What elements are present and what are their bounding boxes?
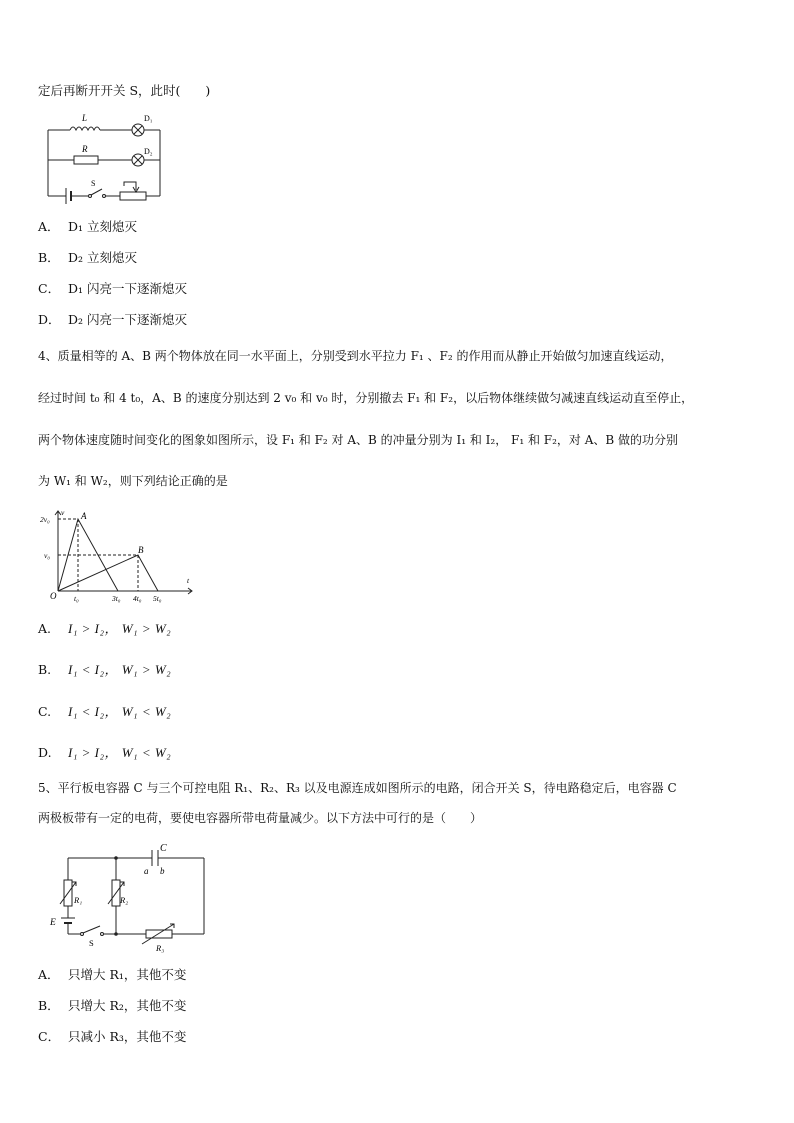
label-R3: R₃ xyxy=(156,943,165,953)
x-tick-t0: t₀ xyxy=(74,594,79,603)
label-D2: D₂ xyxy=(144,147,153,156)
label-R: R xyxy=(82,144,88,154)
q3-option-a: A． D₁ 立刻熄灭 xyxy=(38,219,138,234)
label-D1: D₁ xyxy=(144,114,153,123)
junction-top xyxy=(114,856,118,860)
q5-capacitor-circuit-diagram xyxy=(44,840,214,958)
q4-stem-line1: 4、质量相等的 A、B 两个物体放在同一水平面上，分别受到水平拉力 F₁ 、F₂ 的作用而从静止开始做匀加速直线运动， xyxy=(38,349,673,363)
x-tick-5t0: 5t₀ xyxy=(153,594,162,603)
q3-stem: 定后再断开开关 S，此时( ) xyxy=(38,83,211,98)
label-E: E xyxy=(50,918,56,928)
q5-option-b: B． 只增大 R₂，其他不变 xyxy=(38,998,187,1013)
label-R1: R₁ xyxy=(74,895,83,905)
label-a: a xyxy=(144,866,149,876)
q4-stem-line4: 为 W₁ 和 W₂，则下列结论正确的是 xyxy=(38,474,228,488)
label-R2: R₂ xyxy=(120,895,129,905)
q5-stem-line1: 5、平行板电容器 C 与三个可控电阻 R₁、R₂、R₃ 以及电源连成如图所示的电路，闭合开关 S，待电路稳定后，电容器 C xyxy=(38,781,677,795)
origin-label: O xyxy=(50,591,57,601)
label-S: S xyxy=(89,938,94,948)
q4-option-c: C. I₁ < I₂， W₁ < W₂ xyxy=(38,704,172,719)
point-a-label: A xyxy=(81,511,87,521)
q3-option-d: D． D₂ 闪亮一下逐渐熄灭 xyxy=(38,312,188,327)
q4-stem-line2: 经过时间 t₀ 和 4 t₀，A、B 的速度分别达到 2 v₀ 和 v₀ 时，分别撤去 F₁ 和 F₂，以后物体继续做匀减速直线运动直至停止， xyxy=(38,391,694,405)
y-tick-2v0: 2v₀ xyxy=(40,515,50,524)
q4-option-b: B. I₁ < I₂， W₁ > W₂ xyxy=(38,662,172,677)
q4-velocity-time-graph xyxy=(36,505,196,605)
label-C: C xyxy=(160,843,167,854)
y-tick-v0: v₀ xyxy=(44,551,50,560)
q4-stem-line3: 两个物体速度随时间变化的图象如图所示，设 F₁ 和 F₂ 对 A、B 的冲量分别为 I₁ 和 I₂， F₁ 和 F₂，对 A、B 做的功分别 xyxy=(38,433,679,447)
label-S: S xyxy=(91,179,96,188)
t-axis-label: t xyxy=(187,576,190,585)
junction-bottom xyxy=(114,932,118,936)
q3-circuit-diagram xyxy=(40,110,170,205)
q5-option-a: A． 只增大 R₁，其他不变 xyxy=(38,967,187,982)
v-axis-label: v xyxy=(61,508,65,517)
q3-option-b: B． D₂ 立刻熄灭 xyxy=(38,250,138,265)
label-b: b xyxy=(160,866,165,876)
q3-option-c: C． D₁ 闪亮一下逐渐熄灭 xyxy=(38,281,188,296)
x-tick-4t0: 4t₀ xyxy=(133,594,142,603)
x-tick-3t0: 3t₀ xyxy=(112,594,121,603)
point-b-label: B xyxy=(138,545,144,555)
label-L: L xyxy=(82,113,88,123)
q5-option-c: C． 只减小 R₃，其他不变 xyxy=(38,1029,187,1044)
q4-option-d: D. I₁ > I₂， W₁ < W₂ xyxy=(38,745,172,760)
q5-stem-line2: 两极板带有一定的电荷，要使电容器所带电荷量减少。以下方法中可行的是（ ） xyxy=(38,811,483,825)
q4-option-a: A. I₁ > I₂， W₁ > W₂ xyxy=(38,621,172,636)
